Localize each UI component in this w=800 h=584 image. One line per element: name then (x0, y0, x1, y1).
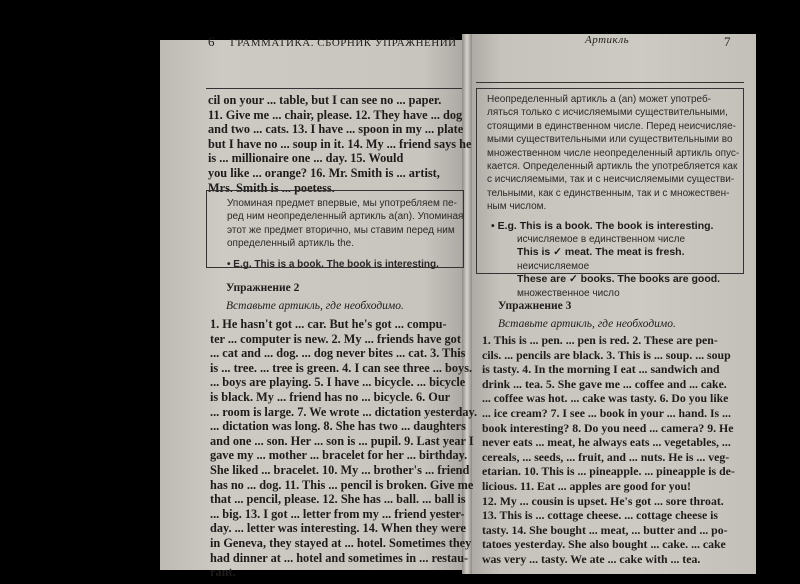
exercise-line: ... cat and ... dog. ... dog never bites ... cat. 3. This (210, 346, 466, 361)
exercise-2-text (210, 317, 477, 580)
rule-line: стоящими в единственном числе. Перед неисчисляе- (487, 120, 736, 132)
left-running-title: ГРАММАТИКА. СБОРНИК УПРАЖНЕНИЙ (230, 37, 457, 49)
exercise-2-instruction: Вставьте артикль, где необходимо. (226, 300, 404, 312)
exercise-line: ... boys are playing. 5. I have ... bicycle. ... bicycle (210, 375, 466, 390)
right-header-rule (476, 82, 744, 83)
exercise-line: 1. This is ... pen. ... pen is red. 2. These are pen- (482, 333, 718, 347)
exercise-line: was very ... tasty. We ate ... cake with ... tea. (482, 551, 701, 566)
left-page-number: 6 (208, 34, 215, 49)
exercise-line: book interesting? 8. Do you need ... camera? 9. He (482, 420, 734, 435)
exercise-line: has no ... dog. 11. This ... pencil is broken. Give me (210, 477, 474, 492)
exercise-line: 1. He hasn't got ... car. But he's got ... compu- (210, 317, 447, 331)
exercise-line: tatoes yesterday. She also bought ... cake. ... cake (482, 537, 726, 552)
exercise-line: licious. 11. Eat ... apples are good for you! (482, 478, 691, 493)
text-line: is ... millionaire one ... day. 15. Would (208, 151, 404, 166)
exercise-line: rant. (210, 565, 236, 580)
rule-line: мыми существительными или существительными во (487, 134, 733, 146)
exercise-line: ... coffee was hot. ... cake was tasty. 6. Do you like (482, 391, 729, 406)
exercise-line: drink ... tea. 5. She gave me ... coffee and ... cake. (482, 376, 727, 391)
rule-line: ным числом. (487, 201, 547, 213)
exercise-line: ... ice cream? 7. I see ... book in your ... hand. Is ... (482, 405, 731, 420)
exercise-3-text (482, 333, 735, 567)
exercise-line: ... room is large. 7. We wrote ... dictation yesterday. (210, 404, 478, 419)
text-line: you like ... orange? 16. Mr. Smith is ... artist, (208, 165, 440, 180)
exercise-line: gave my ... mother ... bracelet for her ... birthday. (210, 448, 468, 463)
left-header-rule (206, 88, 462, 89)
exercise-line: is ... tree. ... tree is green. 4. I can see three ... boys. (210, 360, 473, 375)
exercise-3-instruction: Вставьте артикль, где необходимо. (498, 318, 676, 330)
rule-example: • E.g. This is a book. The book is interesting. (491, 219, 714, 232)
exercise-2-title: Упражнение 2 (226, 282, 300, 294)
rule-line: ляться только с исчисляемыми существительными, (487, 107, 728, 119)
text-line: Mrs. Smith is ... poetess. (208, 180, 335, 195)
rule-line: ред ним неопределенный артикль a(an). Упоминая (227, 211, 464, 223)
exercise-line: never eats ... meat, he always eats ... vegetables, ... (482, 435, 731, 450)
rule-example-note: неисчисляемое (517, 260, 590, 272)
text-line: 11. Give me ... chair, please. 12. They have ... dog (208, 107, 463, 122)
exercise-line: ... dictation was long. 8. She has two ... daughters (210, 419, 466, 434)
text-line: cil on your ... table, but I can see no ... paper. (208, 93, 442, 107)
exercise-line: that ... pencil, please. 12. She has ... ball. ... ball is (210, 492, 466, 507)
left-rule-example: • E.g. This is a book. The book is interesting. (227, 258, 439, 270)
rule-line: с исчисляемыми, так и с неисчисляемыми существи- (487, 174, 735, 186)
rule-line: Упоминая предмет впервые, мы употребляем пе- (227, 198, 457, 209)
exercise-line: ter ... computer is new. 2. My ... friends have got (210, 331, 461, 346)
exercise-line: in Geneva, they stayed at ... hotel. Sometimes they (210, 535, 472, 550)
rule-line: определенный артикль the. (227, 238, 354, 250)
exercise-line: had dinner at ... hotel and sometimes in ... restau- (210, 550, 469, 565)
right-page-number: 7 (724, 34, 731, 49)
exercise-3-title: Упражнение 3 (498, 300, 572, 312)
text-line: and two ... cats. 13. I have ... spoon in my ... plate (208, 122, 464, 137)
exercise-line: cereals, ... seeds, ... fruit, and ... nuts. He is ... veg- (482, 449, 730, 464)
rule-line: тельными, как с единственным, так и с множествен- (487, 187, 730, 199)
left-page-header (208, 34, 457, 50)
exercise-line: day. ... letter was interesting. 14. When they were (210, 521, 466, 536)
rule-example-note: множественное число (517, 287, 620, 299)
rule-line: этот же предмет вторично, мы ставим перед ним (227, 224, 455, 236)
exercise-line: is black. My ... friend has no ... bicycle. 6. Our (210, 389, 451, 404)
exercise-line: is tasty. 4. In the morning I eat ... sandwich and (482, 362, 720, 377)
rule-line: Неопределенный артикль a (an) может употреб- (487, 94, 712, 105)
rule-example: This is ✓ meat. The meat is fresh. (517, 246, 685, 259)
text-line: but I have no ... soup in it. 14. My ... friend says he (208, 136, 472, 151)
exercise-line: cils. ... pencils are black. 3. This is ... soup. ... soup (482, 347, 731, 362)
exercise-line: 12. My ... cousin is upset. He's got ... sore throat. (482, 493, 724, 508)
rule-example: These are ✓ books. The books are good. (517, 273, 721, 286)
exercise-line: and one ... son. Her ... son is ... pupil. 9. Last year I (210, 433, 474, 448)
right-running-title: Артикль (585, 34, 630, 46)
exercise-line: 13. This is ... cottage cheese. ... cottage cheese is (482, 508, 718, 523)
rule-line: множественном числе неопределенный артикль опус- (487, 147, 740, 159)
rule-line: кается. Определенный артикль the употребляется как (487, 161, 738, 173)
exercise-line: tasty. 14. She bought ... meat, ... butter and ... po- (482, 522, 728, 537)
exercise-line: etarian. 10. This is ... pineapple. ... pineapple is de- (482, 464, 735, 479)
exercise-line: ... big. 13. I got ... letter from my ... friend yester- (210, 506, 465, 521)
right-rule-box (476, 88, 744, 299)
left-top-text (208, 93, 471, 195)
exercise-line: She liked ... bracelet. 10. My ... brother's ... friend (210, 462, 470, 477)
rule-example-note: исчисляемое в единственном числе (517, 234, 686, 246)
left-rule-box (206, 190, 464, 268)
